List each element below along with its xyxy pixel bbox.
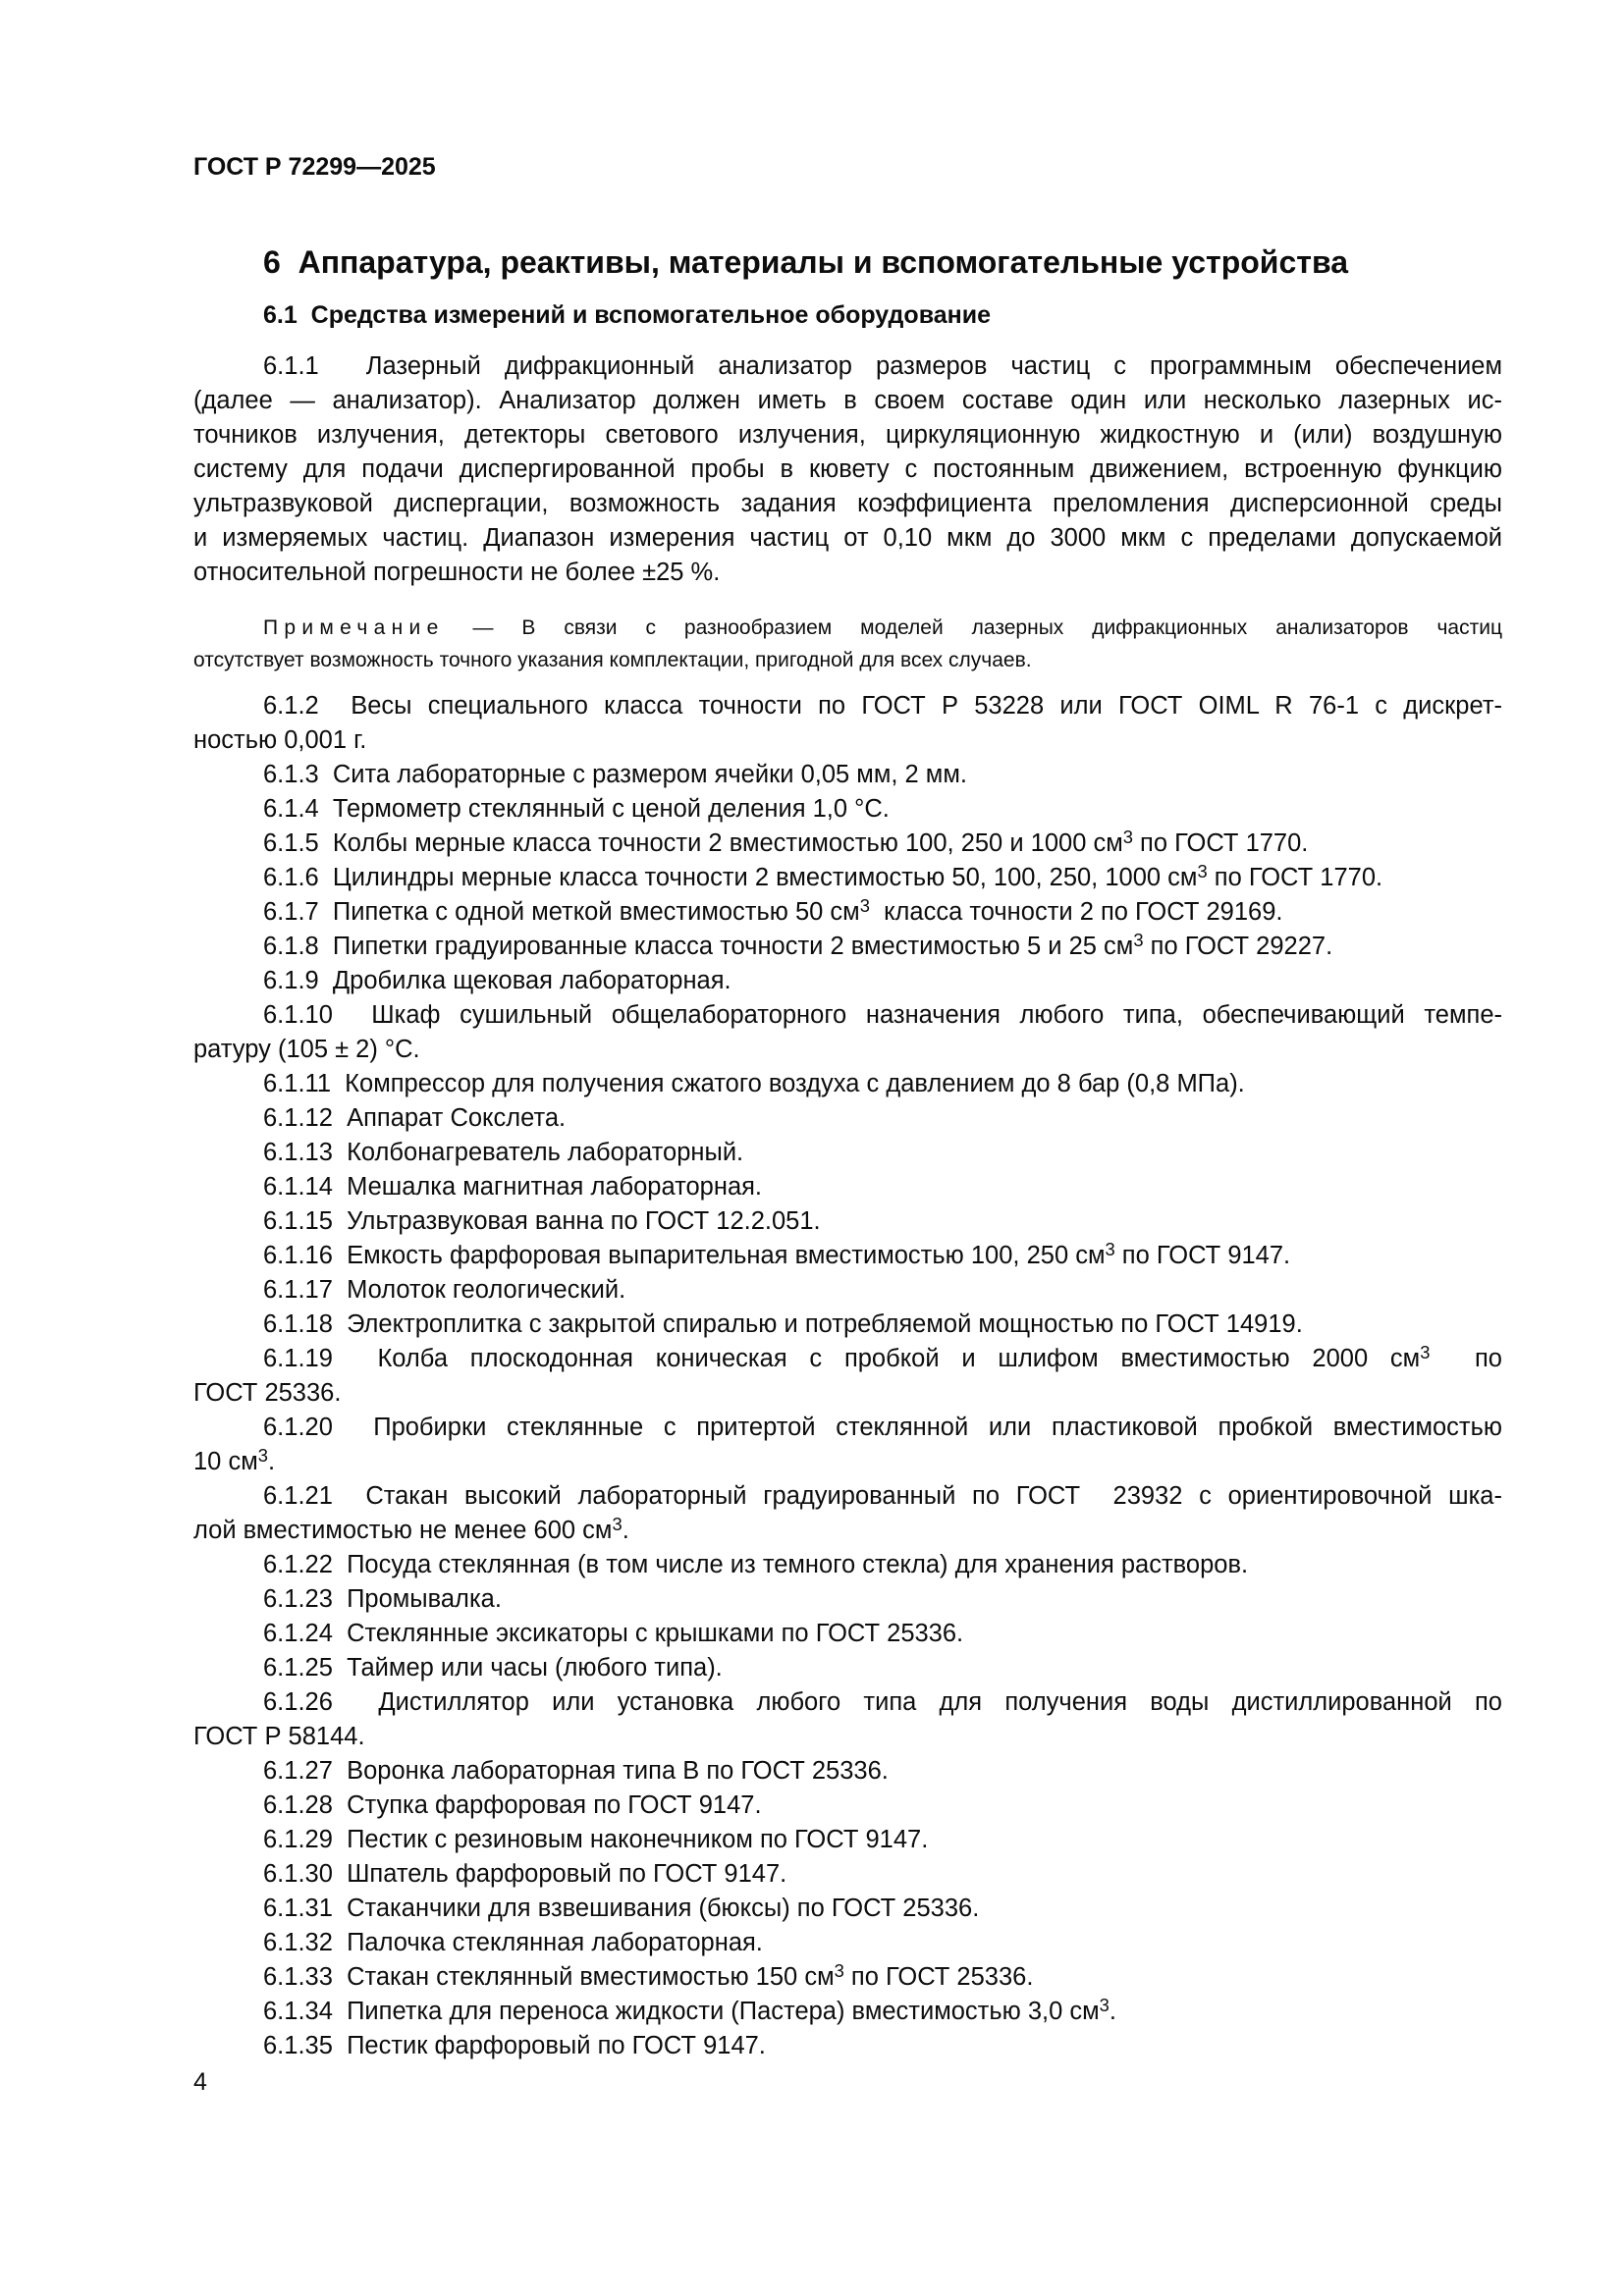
clause-6-1-8: [193, 930, 1502, 964]
text-line: относительной погрешности не более ±25 %.: [193, 559, 721, 586]
text-line: ратуру (105 ± 2) °С.: [193, 1036, 420, 1063]
clause-6-1-20: [193, 1411, 1502, 1479]
text-line: 6.1.28 Ступка фарфоровая по ГОСТ 9147.: [263, 1791, 762, 1819]
text-line: 6.1.6 Цилиндры мерные класса точности 2 вместимостью 50, 100, 250, 1000 $см^3$ по ГОСТ 1770.: [263, 860, 1383, 891]
text-line: отсутствует возможность точного указания комплектации, пригодной для всех случаев.: [193, 649, 1032, 671]
clause-6-1-33: [193, 1960, 1502, 1995]
clause-6-1-9: [193, 964, 1502, 998]
text-line: 6.1.12 Аппарат Сокслета.: [263, 1104, 567, 1132]
text-line: ГОСТ Р 58144.: [193, 1723, 365, 1750]
text-line: 6.1.13 Колбонагреватель лабораторный.: [263, 1139, 744, 1166]
text-line: 6.1.33 Стакан стеклянный вместимостью 150 $см^3$ по ГОСТ 25336.: [263, 1959, 1034, 1991]
text-line: Примечание — В связи с разнообразием моделей лазерных дифракционных анализаторов частиц: [263, 616, 1502, 639]
clause-6-1-13: [193, 1136, 1502, 1170]
note-label: Примечание: [263, 616, 445, 639]
clause-6-1-22: [193, 1548, 1502, 1582]
clause-6-1-30: [193, 1857, 1502, 1892]
text-line: 6.1.20 Пробирки стеклянные с притертой стеклянной или пластиковой пробкой вместимостью: [263, 1414, 1502, 1441]
document-body: [193, 349, 1502, 2063]
clause-6-1-3: [193, 758, 1502, 792]
clause-6-1-16: [193, 1239, 1502, 1273]
clause-6-1-2: [193, 689, 1502, 758]
clause-6-1-11: [193, 1067, 1502, 1101]
text-line: 6.1.7 Пипетка с одной меткой вместимостью 50 $см^3$ класса точности 2 по ГОСТ 29169.: [263, 894, 1283, 926]
text-line: и измеряемых частиц. Диапазон измерения частиц от 0,10 мкм до 3000 мкм с пределами допускаемой: [193, 524, 1502, 552]
text-line: 6.1.18 Электроплитка с закрытой спиралью и потребляемой мощностью по ГОСТ 14919.: [263, 1310, 1303, 1338]
clause-6-1-6: [193, 861, 1502, 895]
clause-6-1-18: [193, 1308, 1502, 1342]
text-line: 6.1.3 Сита лабораторные с размером ячейки 0,05 мм, 2 мм.: [263, 761, 967, 788]
clause-6-1-29: [193, 1823, 1502, 1857]
text-line: 6.1.21 Стакан высокий лабораторный градуированный по ГОСТ 23932 с ориентировочной шка-: [263, 1482, 1502, 1510]
text-line: 6.1.27 Воронка лабораторная типа В по ГОСТ 25336.: [263, 1757, 889, 1785]
text-line: 6.1.19 Колба плоскодонная коническая с пробкой и шлифом вместимостью 2000 $см^3$ по: [263, 1341, 1502, 1372]
text-line: 6.1.10 Шкаф сушильный общелабораторного назначения любого типа, обеспечивающий темпе-: [263, 1001, 1502, 1029]
superscript: 3: [1133, 929, 1144, 950]
text-line: 6.1.1 Лазерный дифракционный анализатор размеров частиц с программным обеспечением: [263, 352, 1502, 380]
clause-6-1-7: [193, 895, 1502, 930]
clause-6-1-17: [193, 1273, 1502, 1308]
text-line: 6.1.5 Колбы мерные класса точности 2 вместимостью 100, 250 и 1000 $см^3$ по ГОСТ 1770.: [263, 826, 1309, 857]
clause-6-1-26: [193, 1685, 1502, 1754]
text-line: 6.1.35 Пестик фарфоровый по ГОСТ 9147.: [263, 2032, 766, 2059]
superscript: 3: [257, 1444, 268, 1466]
clause-6-1-15: [193, 1204, 1502, 1239]
superscript: 3: [1105, 1238, 1115, 1259]
text-line: лой вместимостью не менее 600 $см^3$.: [193, 1513, 629, 1544]
text-line: ностью 0,001 г.: [193, 726, 367, 754]
text-line: 6.1.14 Мешалка магнитная лабораторная.: [263, 1173, 763, 1201]
clause-6-1-35: [193, 2029, 1502, 2063]
clause-6-1-21: [193, 1479, 1502, 1548]
text-line: (далее — анализатор). Анализатор должен иметь в своем составе один или несколько лазерных ис-: [193, 387, 1502, 414]
text-line: 6.1.8 Пипетки градуированные класса точности 2 вместимостью 5 и 25 $см^3$ по ГОСТ 29227.: [263, 929, 1333, 960]
clause-6-1-25: [193, 1651, 1502, 1685]
text-line: точников излучения, детекторы светового излучения, циркуляционную жидкостную и (или) воздушную: [193, 421, 1502, 449]
superscript: 3: [1099, 1994, 1110, 2015]
superscript: 3: [859, 894, 870, 916]
page-number: 4: [193, 2068, 207, 2096]
text-line: 6.1.26 Дистиллятор или установка любого типа для получения воды дистиллированной по: [263, 1688, 1502, 1716]
text-line: 6.1.32 Палочка стеклянная лабораторная.: [263, 1929, 763, 1956]
clause-6-1-23: [193, 1582, 1502, 1617]
text-line: 10 $см^3$.: [193, 1444, 276, 1475]
text-line: 6.1.4 Термометр стеклянный с ценой деления 1,0 °С.: [263, 795, 890, 823]
section-heading: 6 Аппаратура, реактивы, материалы и вспомогательные устройства: [263, 244, 1348, 280]
text-line: 6.1.22 Посуда стеклянная (в том числе из темного стекла) для хранения растворов.: [263, 1551, 1249, 1578]
clause-6-1-34: [193, 1995, 1502, 2029]
text-line: систему для подачи диспергированной пробы в кювету с постоянным движением, встроенную функцию: [193, 455, 1502, 483]
superscript: 3: [834, 1959, 844, 1981]
text-line: 6.1.29 Пестик с резиновым наконечником по ГОСТ 9147.: [263, 1826, 929, 1853]
clause-6-1-32: [193, 1926, 1502, 1960]
text-line: 6.1.24 Стеклянные эксикаторы с крышками по ГОСТ 25336.: [263, 1620, 964, 1647]
clause-6-1-10: [193, 998, 1502, 1067]
text-line: 6.1.30 Шпатель фарфоровый по ГОСТ 9147.: [263, 1860, 787, 1888]
clause-6-1-14: [193, 1170, 1502, 1204]
note-block: [193, 612, 1502, 676]
text-line: 6.1.2 Весы специального класса точности по ГОСТ Р 53228 или ГОСТ OIML R 76-1 с дискрет-: [263, 692, 1502, 720]
clause-6-1-24: [193, 1617, 1502, 1651]
clause-6-1-27: [193, 1754, 1502, 1789]
clause-6-1-31: [193, 1892, 1502, 1926]
text-line: 6.1.23 Промывалка.: [263, 1585, 502, 1613]
clause-6-1-19: [193, 1342, 1502, 1411]
text-line: 6.1.16 Емкость фарфоровая выпарительная вместимостью 100, 250 $см^3$ по ГОСТ 9147.: [263, 1238, 1291, 1269]
text-line: 6.1.17 Молоток геологический.: [263, 1276, 626, 1304]
text-line: 6.1.15 Ультразвуковая ванна по ГОСТ 12.2.051.: [263, 1207, 821, 1235]
superscript: 3: [1122, 826, 1133, 847]
text-line: 6.1.25 Таймер или часы (любого типа).: [263, 1654, 723, 1682]
text-line: ГОСТ 25336.: [193, 1379, 342, 1407]
text-line: 6.1.11 Компрессор для получения сжатого воздуха с давлением до 8 бар (0,8 МПа).: [263, 1070, 1245, 1097]
text-line: 6.1.31 Стаканчики для взвешивания (бюксы) по ГОСТ 25336.: [263, 1895, 980, 1922]
superscript: 3: [612, 1513, 623, 1534]
clause-6-1-12: [193, 1101, 1502, 1136]
subsection-heading: 6.1 Средства измерений и вспомогательное оборудование: [263, 301, 992, 329]
superscript: 3: [1420, 1341, 1431, 1362]
superscript: 3: [1197, 860, 1208, 881]
doc-number: ГОСТ Р 72299—2025: [193, 153, 436, 181]
text-line: 6.1.9 Дробилка щековая лабораторная.: [263, 967, 731, 994]
clause-6-1-1: [193, 349, 1502, 590]
clause-6-1-28: [193, 1789, 1502, 1823]
clause-6-1-5: [193, 827, 1502, 861]
text-line: 6.1.34 Пипетка для переноса жидкости (Пастера) вместимостью 3,0 $см^3$.: [263, 1994, 1116, 2025]
clause-6-1-4: [193, 792, 1502, 827]
text-line: ультразвуковой диспергации, возможность задания коэффициента преломления дисперсионной среды: [193, 490, 1502, 517]
